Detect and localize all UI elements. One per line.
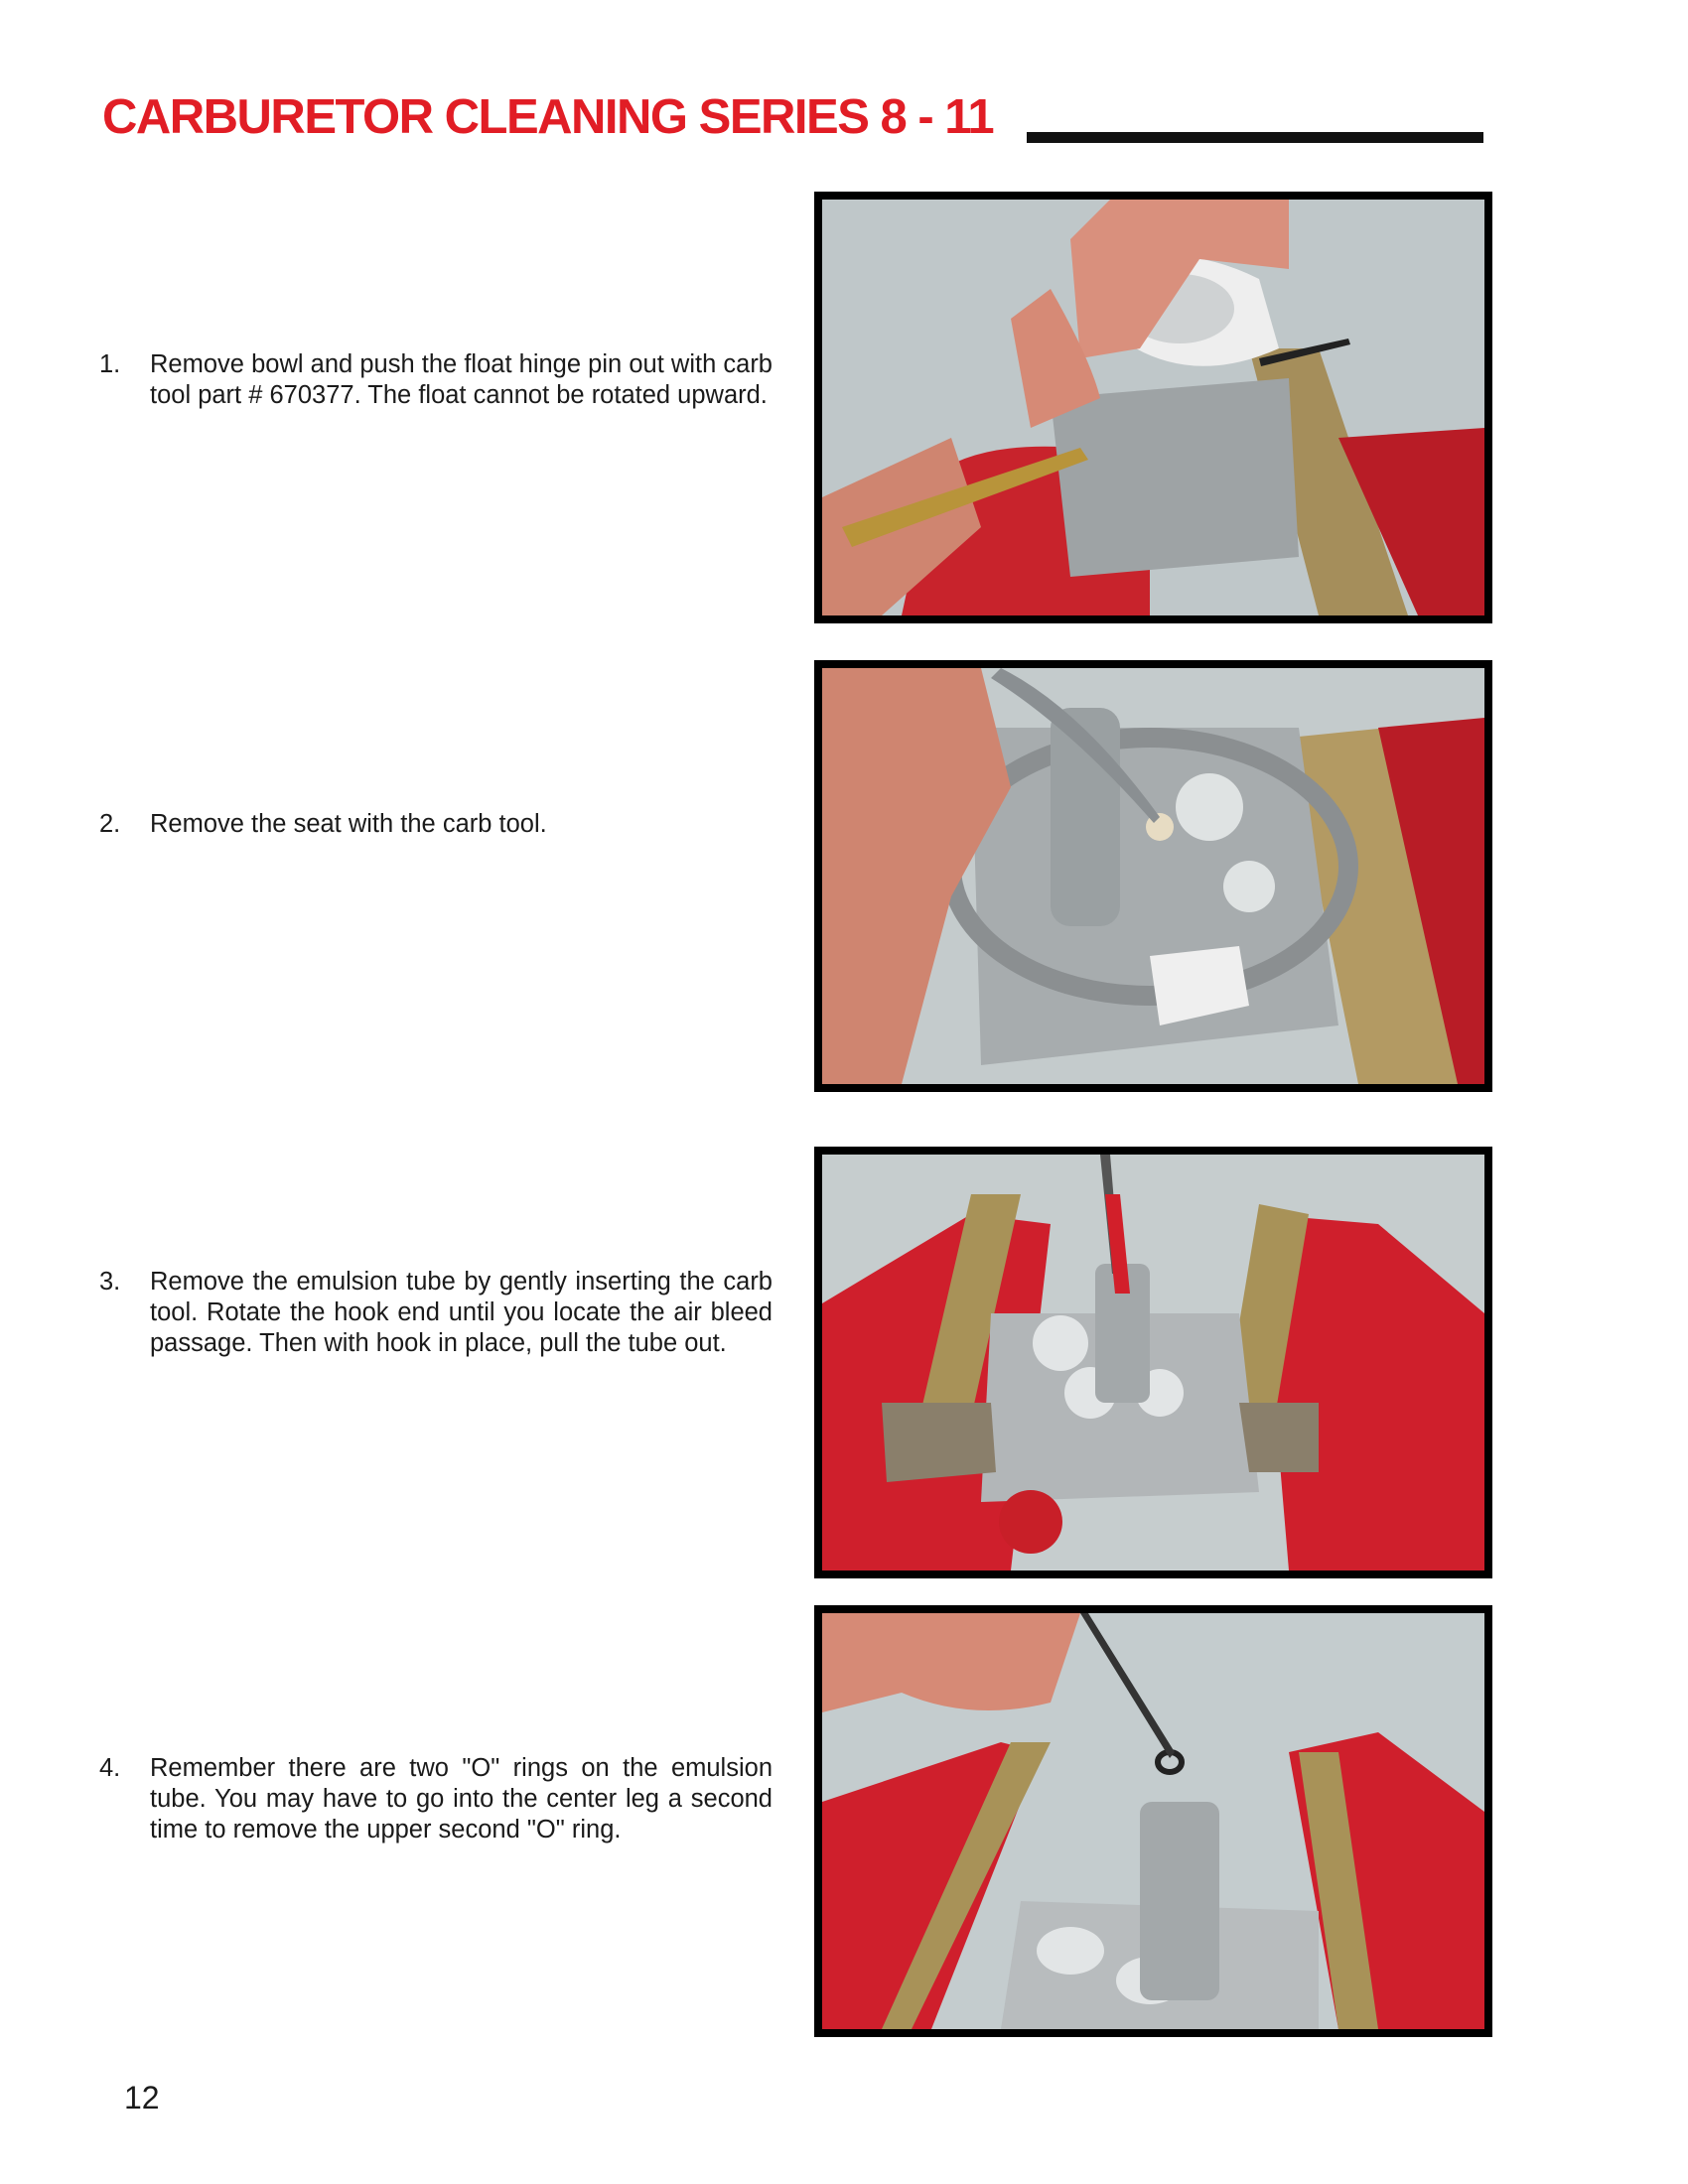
step-number: 3. xyxy=(99,1268,121,1296)
title-rule xyxy=(1027,132,1483,143)
step-description: Remove the seat with the carb tool. xyxy=(150,810,547,838)
step-4 xyxy=(99,1753,773,1845)
step-1-photo xyxy=(814,192,1492,623)
carburetor-seat-removal-photo xyxy=(822,668,1484,1084)
o-ring-removal-photo xyxy=(822,1613,1484,2029)
emulsion-tube-removal-photo xyxy=(822,1155,1484,1570)
step-2 xyxy=(99,809,773,840)
step-description: Remember there are two "O" rings on the emulsion tube. You may have to go into the center leg a second time to remove the upper second "O" ring. xyxy=(150,1754,773,1843)
carburetor-float-removal-photo xyxy=(822,200,1484,615)
step-3-photo xyxy=(814,1147,1492,1578)
step-3 xyxy=(99,1267,773,1359)
step-description: Remove the emulsion tube by gently inserting the carb tool. Rotate the hook end until you locate the air bleed passage. Then with hook in place, pull the tube out. xyxy=(150,1268,773,1357)
step-description: Remove bowl and push the float hinge pin out with carb tool part # 670377. The float cannot be rotated upward. xyxy=(150,350,773,409)
page-title: CARBURETOR CLEANING SERIES 8 - 11 xyxy=(102,90,994,144)
step-1 xyxy=(99,349,773,411)
step-number: 1. xyxy=(99,350,121,378)
step-2-photo xyxy=(814,660,1492,1092)
page-number: 12 xyxy=(124,2080,160,2116)
step-4-photo xyxy=(814,1605,1492,2037)
step-number: 4. xyxy=(99,1754,121,1782)
step-number: 2. xyxy=(99,810,121,838)
